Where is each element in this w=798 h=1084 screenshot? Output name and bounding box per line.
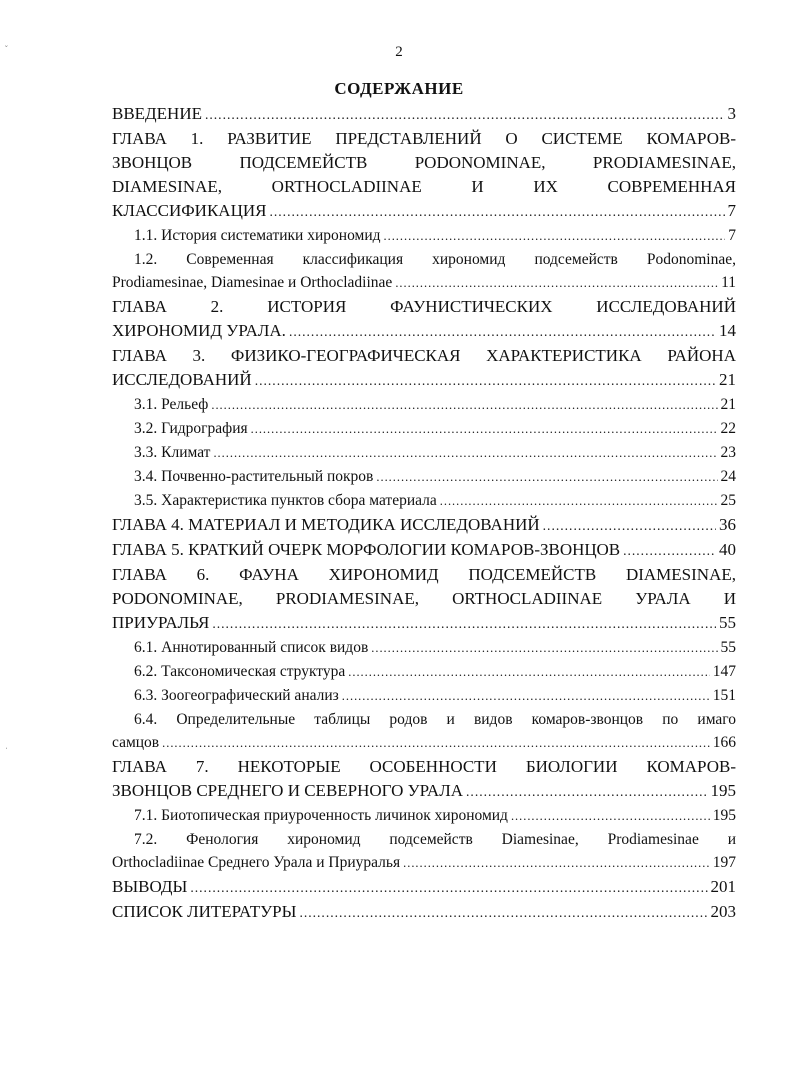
toc-entry-text-line: ГЛАВА 1. РАЗВИТИЕ ПРЕДСТАВЛЕНИЙ О СИСТЕМЕ КОМАРОВ- [112, 129, 736, 148]
toc-entry-page-number: 21 [720, 396, 736, 413]
toc-entry-final-line [112, 851, 736, 875]
toc-entry-page-number: 25 [720, 492, 736, 509]
toc-entry-label: 3.3. Климат [134, 444, 211, 461]
toc-entry-final-line [134, 684, 736, 708]
toc-entry-final-line [134, 417, 736, 441]
dot-leader [251, 418, 718, 441]
toc-chapter-entry [112, 900, 736, 925]
table-of-contents [112, 102, 736, 925]
dot-leader [466, 780, 707, 804]
dot-leader [543, 514, 716, 538]
toc-entry-text-line: 1.2. Современная классификация хирономид подсемейств Podonominae, [134, 251, 736, 268]
toc-entry-page-number: 197 [712, 854, 736, 871]
toc-chapter-entry [112, 295, 736, 344]
toc-entry-text-line: 7.2. Фенология хирономид подсемейств Diamesinae, Prodiamesinae и [134, 831, 736, 848]
toc-section-entry [134, 224, 736, 248]
toc-chapter-entry [112, 563, 736, 636]
toc-section-entry [112, 708, 736, 755]
toc-chapter-entry [112, 875, 736, 900]
toc-entry-final-line [134, 660, 736, 684]
toc-entry-final-line [112, 368, 736, 393]
toc-entry-text-line: ЗВОНЦОВ ПОДСЕМЕЙСТВ PODONOMINAE, PRODIAMESINAE, [112, 153, 736, 172]
dot-leader [440, 490, 718, 513]
toc-entry-label: 3.4. Почвенно-растительный покров [134, 468, 374, 485]
toc-entry-label: ГЛАВА 4. МАТЕРИАЛ И МЕТОДИКА ИССЛЕДОВАНИЙ [112, 515, 540, 534]
toc-chapter-entry [112, 513, 736, 538]
dot-leader [299, 901, 707, 925]
toc-entry-final-line [112, 513, 736, 538]
toc-entry-final-line [134, 636, 736, 660]
toc-section-entry [134, 804, 736, 828]
dot-leader [623, 539, 716, 563]
toc-entry-final-line [112, 900, 736, 925]
toc-entry-final-line [134, 465, 736, 489]
toc-entry-text-line: ГЛАВА 6. ФАУНА ХИРОНОМИД ПОДСЕМЕЙСТВ DIAMESINAE, [112, 565, 736, 584]
toc-section-entry [134, 393, 736, 417]
dot-leader [205, 103, 725, 127]
dot-leader [371, 637, 717, 660]
toc-entry-label: ПРИУРАЛЬЯ [112, 613, 210, 632]
toc-chapter-entry [112, 755, 736, 804]
dot-leader [269, 200, 724, 224]
toc-entry-label: ЗВОНЦОВ СРЕДНЕГО И СЕВЕРНОГО УРАЛА [112, 781, 464, 800]
toc-section-entry [134, 489, 736, 513]
dot-leader [348, 661, 710, 684]
toc-entry-final-line [112, 199, 736, 224]
toc-entry-label: ВЫВОДЫ [112, 877, 188, 896]
toc-entry-page-number: 22 [720, 420, 736, 437]
toc-entry-page-number: 3 [727, 104, 736, 123]
toc-entry-page-number: 40 [719, 540, 736, 559]
toc-entry-label: 3.1. Рельеф [134, 396, 209, 413]
toc-section-entry [134, 441, 736, 465]
toc-entry-label: ГЛАВА 5. КРАТКИЙ ОЧЕРК МОРФОЛОГИИ КОМАРОВ-ЗВОНЦОВ [112, 540, 621, 559]
toc-entry-page-number: 24 [720, 468, 736, 485]
toc-entry-page-number: 195 [710, 781, 736, 800]
toc-entry-label: 7.1. Биотопическая приуроченность личинок хирономид [134, 807, 508, 824]
toc-entry-label: ИССЛЕДОВАНИЙ [112, 370, 252, 389]
dot-leader [162, 732, 710, 755]
dot-leader [213, 442, 717, 465]
dot-leader [211, 394, 717, 417]
toc-entry-text-line: PODONOMINAE, PRODIAMESINAE, ORTHOCLADIINAE УРАЛА И [112, 589, 736, 608]
page-number: 2 [395, 44, 403, 60]
toc-entry-page-number: 55 [720, 639, 736, 656]
toc-entry-label: СПИСОК ЛИТЕРАТУРЫ [112, 902, 297, 921]
toc-entry-final-line [112, 271, 736, 295]
margin-mark: ˘ [5, 44, 8, 53]
toc-section-entry [112, 828, 736, 875]
toc-entry-label: самцов [112, 734, 160, 751]
toc-entry-page-number: 7 [727, 201, 736, 220]
toc-entry-page-number: 36 [719, 515, 736, 534]
dot-leader [395, 272, 718, 295]
toc-entry-label: 6.1. Аннотированный список видов [134, 639, 369, 656]
toc-entry-final-line [112, 319, 736, 344]
toc-entry-final-line [112, 102, 736, 127]
toc-entry-page-number: 21 [719, 370, 736, 389]
toc-entry-final-line [112, 779, 736, 804]
toc-entry-page-number: 201 [710, 877, 736, 896]
toc-entry-text-line: ГЛАВА 2. ИСТОРИЯ ФАУНИСТИЧЕСКИХ ИССЛЕДОВАНИЙ [112, 297, 736, 316]
toc-entry-page-number: 147 [712, 663, 736, 680]
toc-chapter-entry [112, 102, 736, 127]
toc-entry-page-number: 14 [719, 321, 736, 340]
toc-entry-page-number: 23 [720, 444, 736, 461]
toc-chapter-entry [112, 127, 736, 224]
toc-entry-label: ХИРОНОМИД УРАЛА. [112, 321, 286, 340]
toc-entry-label: 3.2. Гидрография [134, 420, 248, 437]
toc-entry-label: КЛАССИФИКАЦИЯ [112, 201, 267, 220]
dot-leader [384, 225, 726, 248]
dot-leader [511, 805, 710, 828]
toc-chapter-entry [112, 538, 736, 563]
toc-section-entry [134, 660, 736, 684]
toc-entry-label: Orthocladiinae Среднего Урала и Приуралья [112, 854, 401, 871]
toc-entry-page-number: 166 [712, 734, 736, 751]
toc-entry-text-line: ГЛАВА 7. НЕКОТОРЫЕ ОСОБЕННОСТИ БИОЛОГИИ КОМАРОВ- [112, 757, 736, 776]
margin-mark: ˌ [5, 740, 8, 749]
toc-entry-label: 3.5. Характеристика пунктов сбора материала [134, 492, 437, 509]
toc-entry-final-line [134, 804, 736, 828]
dot-leader [403, 852, 710, 875]
toc-entry-page-number: 11 [721, 274, 736, 291]
toc-entry-final-line [134, 224, 736, 248]
dot-leader [376, 466, 717, 489]
toc-chapter-entry [112, 344, 736, 393]
toc-entry-final-line [112, 875, 736, 900]
toc-section-entry [134, 465, 736, 489]
toc-entry-page-number: 195 [712, 807, 736, 824]
toc-entry-final-line [112, 538, 736, 563]
toc-section-entry [134, 417, 736, 441]
toc-entry-text-line: DIAMESINAE, ORTHOCLADIINAE И ИХ СОВРЕМЕННАЯ [112, 177, 736, 196]
toc-entry-label: 1.1. История систематики хирономид [134, 227, 381, 244]
toc-entry-final-line [112, 611, 736, 636]
toc-section-entry [112, 248, 736, 295]
toc-entry-final-line [134, 489, 736, 513]
toc-entry-final-line [134, 393, 736, 417]
dot-leader [212, 612, 716, 636]
toc-entry-text-line: 6.4. Определительные таблицы родов и видов комаров-звонцов по имаго [134, 711, 736, 728]
toc-entry-text-line: ГЛАВА 3. ФИЗИКО-ГЕОГРАФИЧЕСКАЯ ХАРАКТЕРИСТИКА РАЙОНА [112, 346, 736, 365]
toc-entry-page-number: 7 [728, 227, 736, 244]
toc-entry-label: 6.3. Зоогеографический анализ [134, 687, 339, 704]
toc-entry-page-number: 151 [712, 687, 736, 704]
toc-entry-final-line [112, 731, 736, 755]
toc-entry-label: ВВЕДЕНИЕ [112, 104, 202, 123]
toc-entry-page-number: 203 [710, 902, 736, 921]
toc-entry-page-number: 55 [719, 613, 736, 632]
toc-title: СОДЕРЖАНИЕ [334, 79, 464, 98]
dot-leader [255, 369, 716, 393]
dot-leader [190, 876, 707, 900]
toc-section-entry [134, 684, 736, 708]
dot-leader [342, 685, 710, 708]
toc-entry-label: 6.2. Таксономическая структура [134, 663, 346, 680]
toc-entry-label: Prodiamesinae, Diamesinae и Orthocladiinae [112, 274, 393, 291]
toc-entry-final-line [134, 441, 736, 465]
dot-leader [289, 320, 716, 344]
toc-section-entry [134, 636, 736, 660]
